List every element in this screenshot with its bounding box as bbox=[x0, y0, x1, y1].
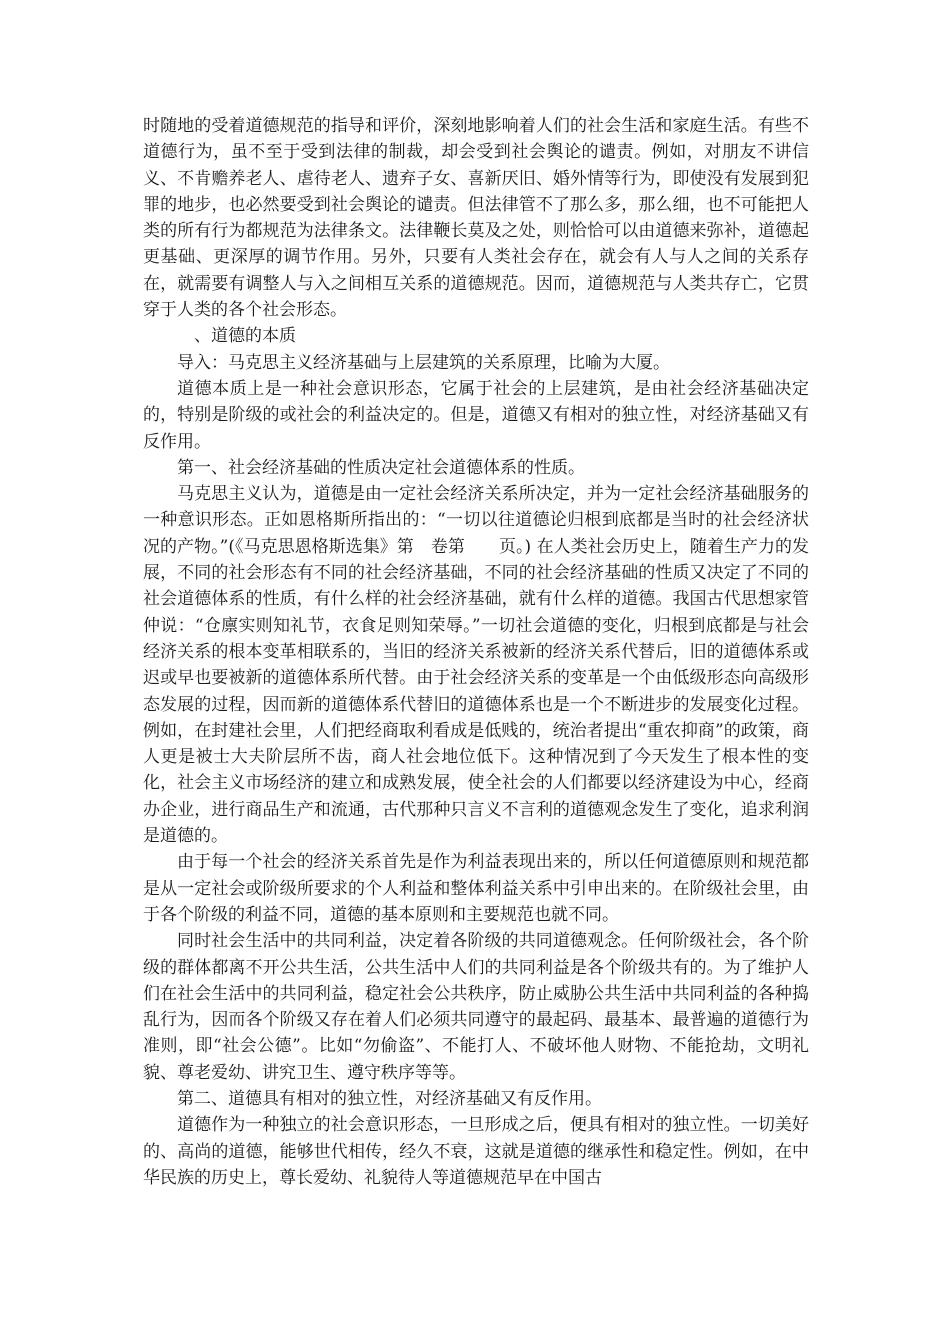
point-one-heading: 第一、社会经济基础的性质决定社会道德体系的性质。 bbox=[177, 457, 585, 478]
document-page bbox=[143, 113, 809, 1191]
paragraph-marxist-view: 马克思主义认为，道德是由一定社会经济关系所决定，并为一定社会经济基础服务的一种意识形态。正如恩格斯所指出的：“一切以往道德论归根到底都是当时的社会经济状况的产物。”(《马克思恩格斯选集》第 卷第 页。) 在人类社会历史上，随着生产力的发展，不同的社会形态有不同的社会经济基础，不同的社会经济基础的性质又决定了不同的社会道德体系的性质，有什么样的社会经济基础，就有什么样的道德。我国古代思想家管仲说：“仓廪实则知礼节，衣食足则知荣辱。”一切社会道德的变化，归根到底都是与社会经济关系的根本变革相联系的，当旧的经济关系被新的经济关系代替后，旧的道德体系或迟或早也要被新的道德体系所代替。由于社会经济关系的变革是一个由低级形态向高级形态发展的过程，因而新的道德体系代替旧的道德体系也是一个不断进步的发展变化过程。例如，在封建社会里，人们把经商取利看成是低贱的，统治者提出“重农抑商”的政策，商人更是被士大夫阶层所不齿，商人社会地位低下。这种情况到了今天发生了根本性的变化，社会主义市场经济的建立和成熟发展，使全社会的人们都要以经济建设为中心，经商办企业，进行商品生产和流通，古代那种只言义不言利的道德观念发生了变化，追求利润是道德的。 bbox=[143, 484, 809, 847]
paragraph-economic-interests: 由于每一个社会的经济关系首先是作为利益表现出来的，所以任何道德原则和规范都是从一定社会或阶级所要求的个人利益和整体利益关系中引申出来的。在阶级社会里，由于各个阶级的利益不同，道德的基本原则和主要规范也就不同。 bbox=[143, 852, 809, 925]
paragraph-essence-of-morality: 道德本质上是一种社会意识形态，它属于社会的上层建筑，是由社会经济基础决定的，特别是阶级的或社会的利益决定的。但是，道德又有相对的独立性，对经济基础又有反作用。 bbox=[143, 378, 809, 452]
point-two-heading: 第二、道德具有相对的独立性，对经济基础又有反作用。 bbox=[177, 1088, 602, 1109]
paragraph-common-interests: 同时社会生活中的共同利益，决定着各阶级的共同道德观念。任何阶级社会，各个阶级的群体都离不开公共生活，公共生活中人们的共同利益是各个阶级共有的。为了维护人们在社会生活中的共同利益，稳定社会公共秩序，防止威胁公共生活中共同利益的各种捣乱行为，因而各个阶级又存在着人们必须共同遵守的最起码、最基本、最普遍的道德行为准则，即“社会公德”。比如“勿偷盗”、不能打人、不破坏他人财物、不能抢劫，文明礼貌、尊老爱幼、讲究卫生、遵守秩序等等。 bbox=[143, 931, 809, 1083]
section-heading-nature-of-morality: 、道德的本质 bbox=[194, 326, 296, 347]
paragraph-law-and-morality: 时随地的受着道德规范的指导和评价，深刻地影响着人们的社会生活和家庭生活。有些不道德行为，虽不至于受到法律的制裁，却会受到社会舆论的谴责。例如，对朋友不讲信义、不肯赡养老人、虐待老人、遗弃子女、喜新厌旧、婚外情等行为，即使没有发展到犯罪的地步，也必然要受到社会舆论的谴责。但法律管不了那么多，那么细，也不可能把人类的所有行为都规范为法律条文。法律鞭长莫及之处，则恰恰可以由道德来弥补，道德起更基础、更深厚的调节作用。另外，只要有人类社会存在，就会有人与人之间的关系存在，就需要有调整人与入之间相互关系的道德规范。因而，道德规范与人类共存亡，它贯穿于人类的各个社会形态。 bbox=[143, 116, 809, 321]
paragraph-relative-independence: 道德作为一种独立的社会意识形态，一旦形成之后，便具有相对的独立性。一切美好的、高尚的道德，能够世代相传，经久不衰，这就是道德的继承性和稳定性。例如，在中华民族的历史上，尊长爱幼、礼貌待人等道德规范早在中国古 bbox=[143, 1115, 809, 1188]
paragraph-introduction: 导入：马克思主义经济基础与上层建筑的关系原理，比喻为大厦。 bbox=[177, 352, 670, 373]
